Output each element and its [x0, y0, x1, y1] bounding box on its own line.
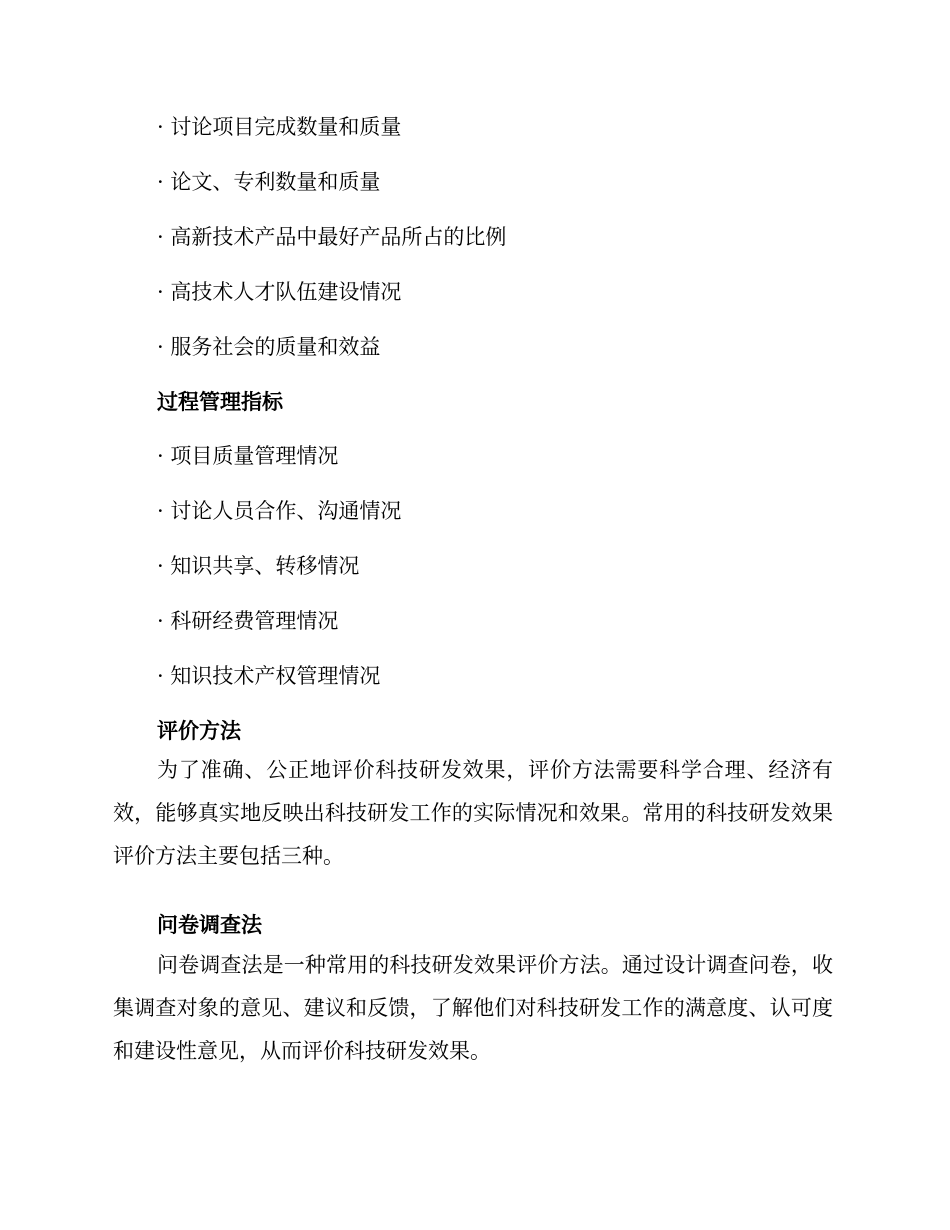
section-heading-process: 过程管理指标	[157, 390, 283, 414]
bullet-item: · 高技术人才队伍建设情况	[157, 280, 402, 304]
paragraph-survey: 问卷调查法是一种常用的科技研发效果评价方法。通过设计调查问卷，收集调查对象的意见、建议和反馈，了解他们对科技研发工作的满意度、认可度和建设性意见，从而评价科技研发效果。	[113, 953, 833, 1063]
section-heading-method: 评价方法	[157, 719, 241, 743]
bullet-item: · 知识共享、转移情况	[157, 554, 360, 578]
bullet-item: · 知识技术产权管理情况	[157, 664, 381, 688]
bullet-item: · 科研经费管理情况	[157, 609, 339, 633]
bullet-item: · 高新技术产品中最好产品所占的比例	[157, 225, 507, 249]
bullet-item: · 讨论项目完成数量和质量	[157, 115, 402, 139]
bullet-item: · 论文、专利数量和质量	[157, 170, 381, 194]
paragraph-method: 为了准确、公正地评价科技研发效果，评价方法需要科学合理、经济有效，能够真实地反映出科技研发工作的实际情况和效果。常用的科技研发效果评价方法主要包括三种。	[113, 758, 833, 868]
section-heading-survey: 问卷调查法	[157, 913, 262, 937]
bullet-item: · 讨论人员合作、沟通情况	[157, 499, 402, 523]
bullet-item: · 服务社会的质量和效益	[157, 335, 381, 359]
bullet-item: · 项目质量管理情况	[157, 444, 339, 468]
